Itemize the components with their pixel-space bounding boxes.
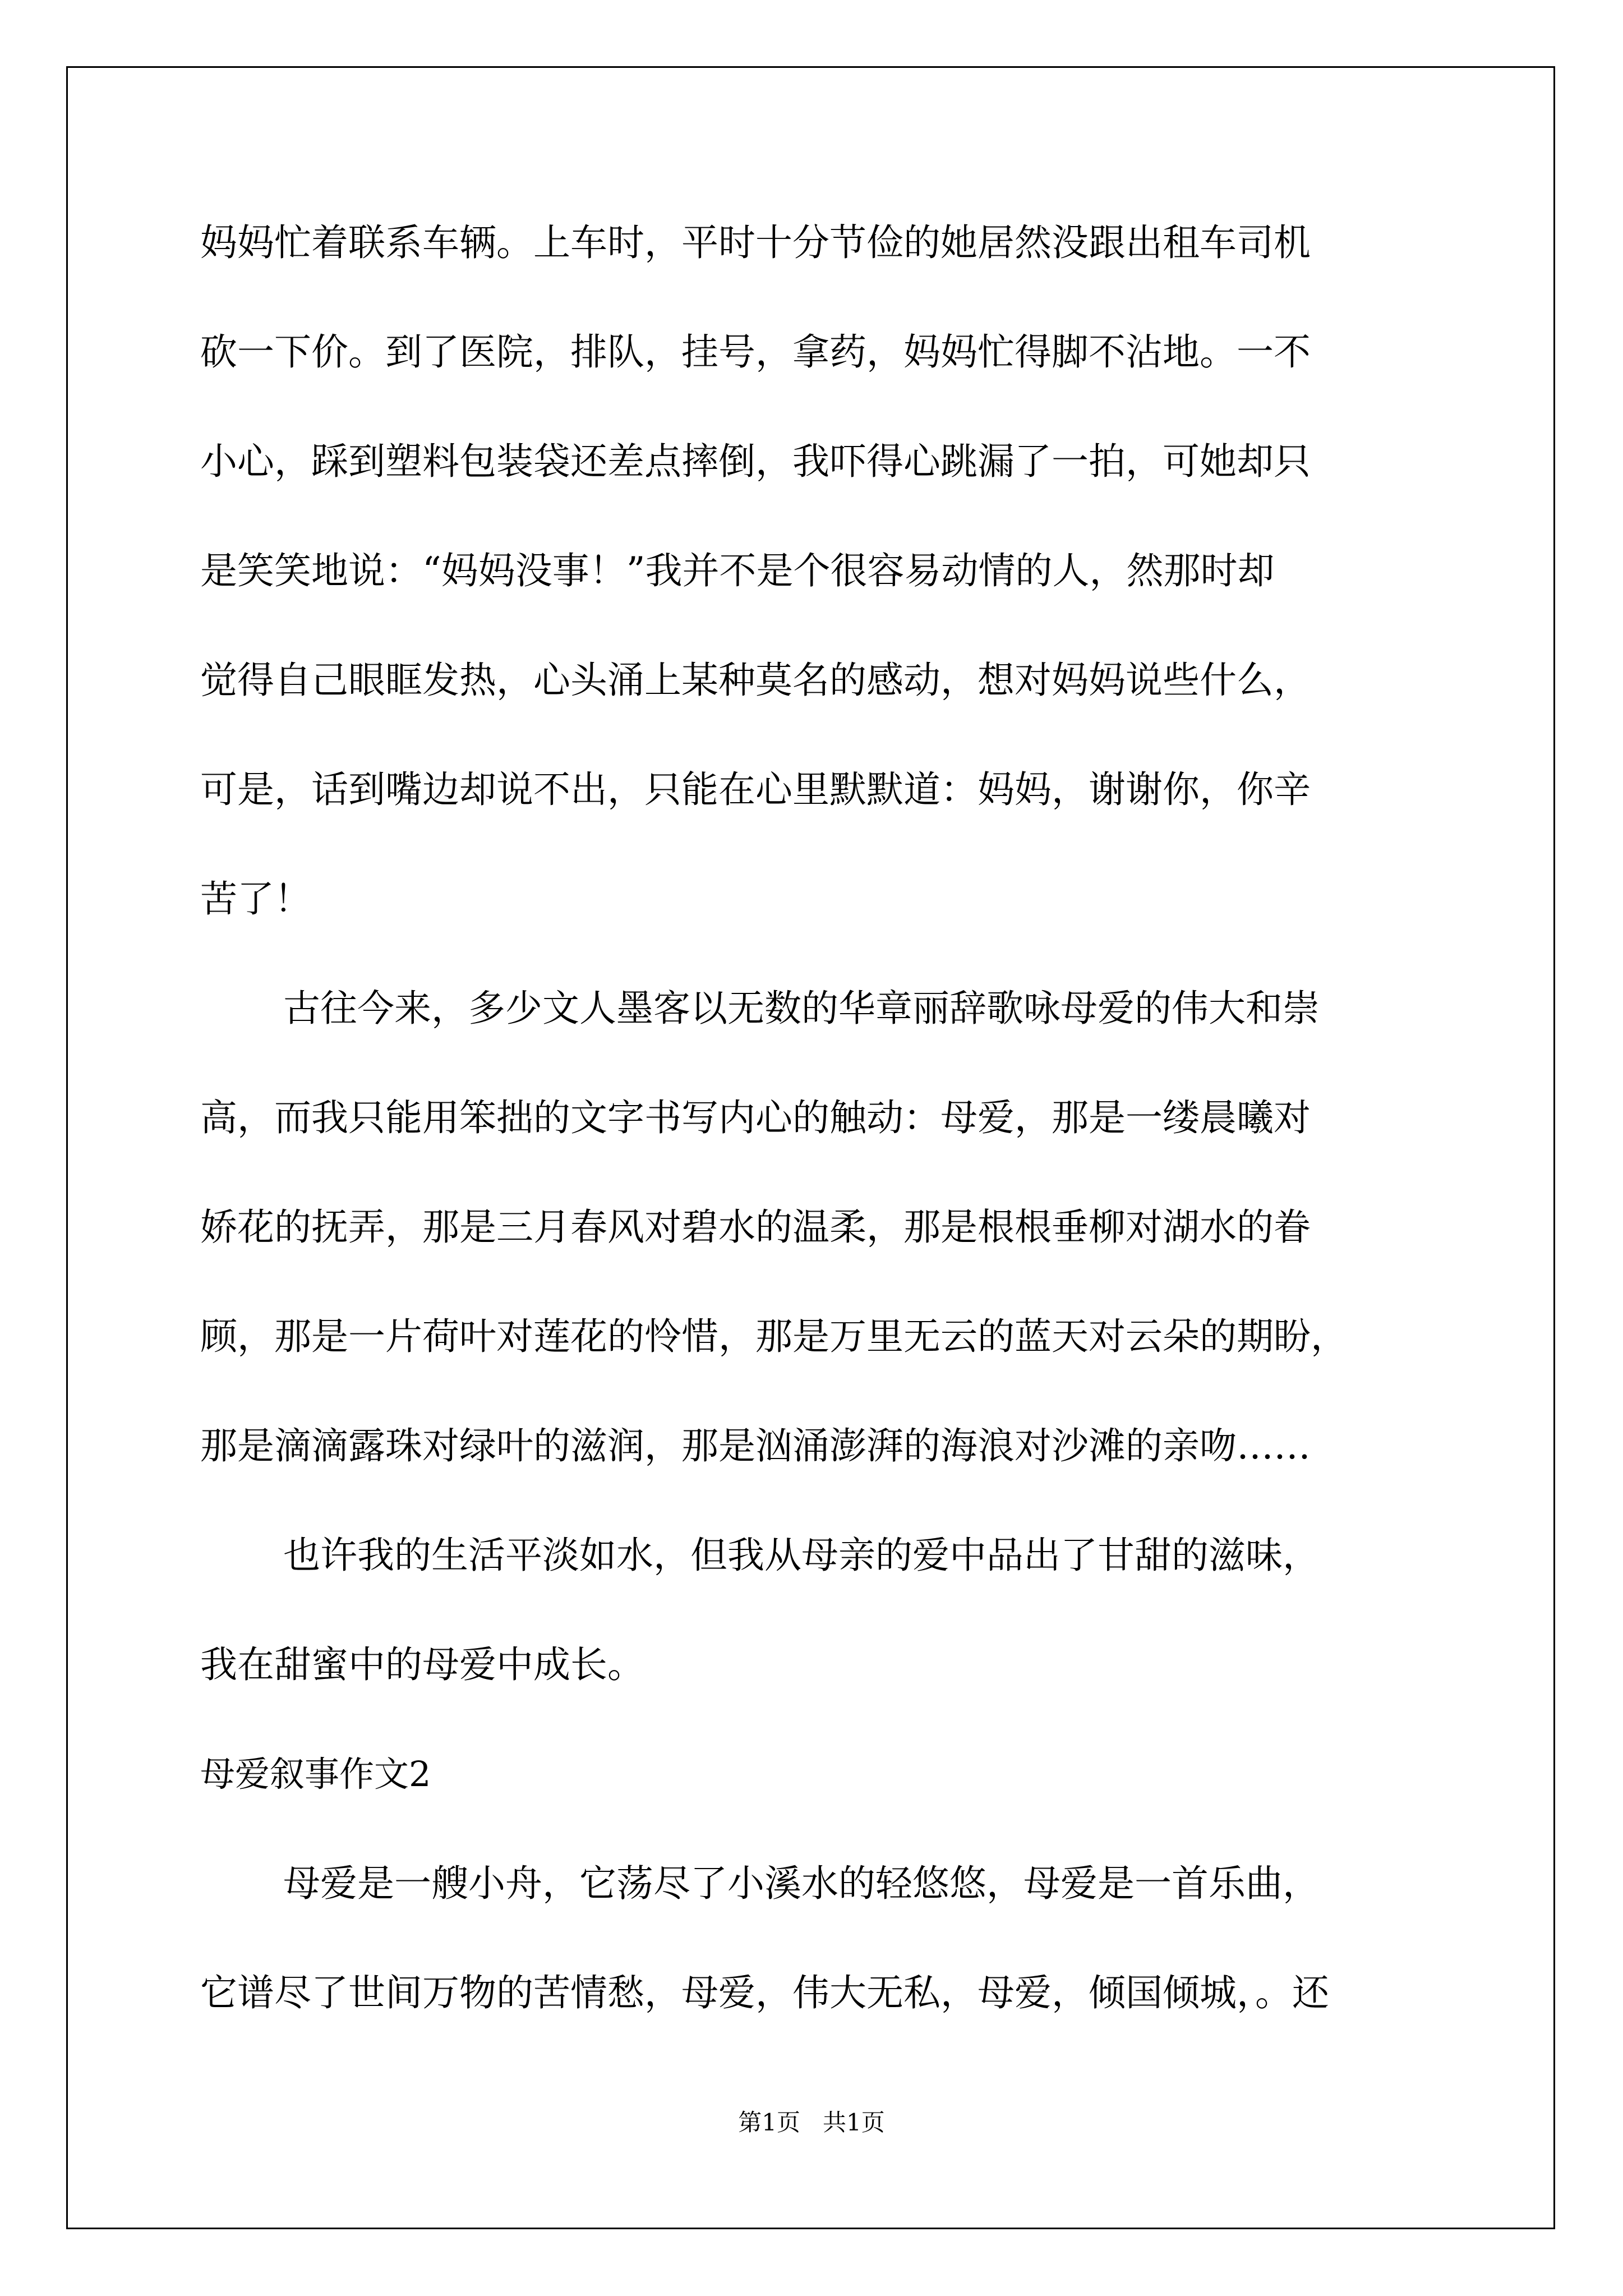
text-line: 是笑笑地说：“妈妈没事！”我并不是个很容易动情的人，然那时却 xyxy=(200,549,1275,592)
text-line: 苦了！ xyxy=(200,877,311,921)
text-line: 觉得自己眼眶发热，心头涌上某种莫名的感动，想对妈妈说些什么， xyxy=(200,659,1311,702)
section-heading: 母爱叙事作文2 xyxy=(200,1754,431,1795)
page-footer: 第1页 共1页 xyxy=(738,2109,885,2136)
text-line: 母爱是一艘小舟，它荡尽了小溪水的轻悠悠，母爱是一首乐曲， xyxy=(283,1862,1320,1905)
text-line: 顾，那是一片荷叶对莲花的怜惜，那是万里无云的蓝天对云朵的期盼， xyxy=(200,1315,1348,1358)
text-line: 它谱尽了世间万物的苦情愁，母爱，伟大无私，母爱，倾国倾城，。还 xyxy=(200,1971,1329,2014)
document-body xyxy=(200,221,1468,2014)
text-line: 小心，踩到塑料包装袋还差点摔倒，我吓得心跳漏了一拍，可她却只 xyxy=(200,440,1311,483)
text-line: 娇花的抚弄，那是三月春风对碧水的温柔，那是根根垂柳对湖水的眷 xyxy=(200,1205,1311,1249)
text-line: 古往今来，多少文人墨客以无数的华章丽辞歌咏母爱的伟大和崇 xyxy=(283,987,1320,1030)
text-line: 砍一下价。到了医院，排队，挂号，拿药，妈妈忙得脚不沾地。一不 xyxy=(200,330,1311,374)
text-line: 可是，话到嘴边却说不出，只能在心里默默道：妈妈，谢谢你，你辛 xyxy=(200,768,1311,811)
text-line: 高，而我只能用笨拙的文字书写内心的触动：母爱，那是一缕晨曦对 xyxy=(200,1096,1311,1139)
text-line: 我在甜蜜中的母爱中成长。 xyxy=(200,1643,644,1686)
text-line: 那是滴滴露珠对绿叶的滋润，那是汹涌澎湃的海浪对沙滩的亲吻…… xyxy=(200,1424,1311,1467)
text-line: 也许我的生活平淡如水，但我从母亲的爱中品出了甘甜的滋味， xyxy=(283,1534,1320,1577)
text-line: 妈妈忙着联系车辆。上车时，平时十分节俭的她居然没跟出租车司机 xyxy=(200,221,1311,264)
